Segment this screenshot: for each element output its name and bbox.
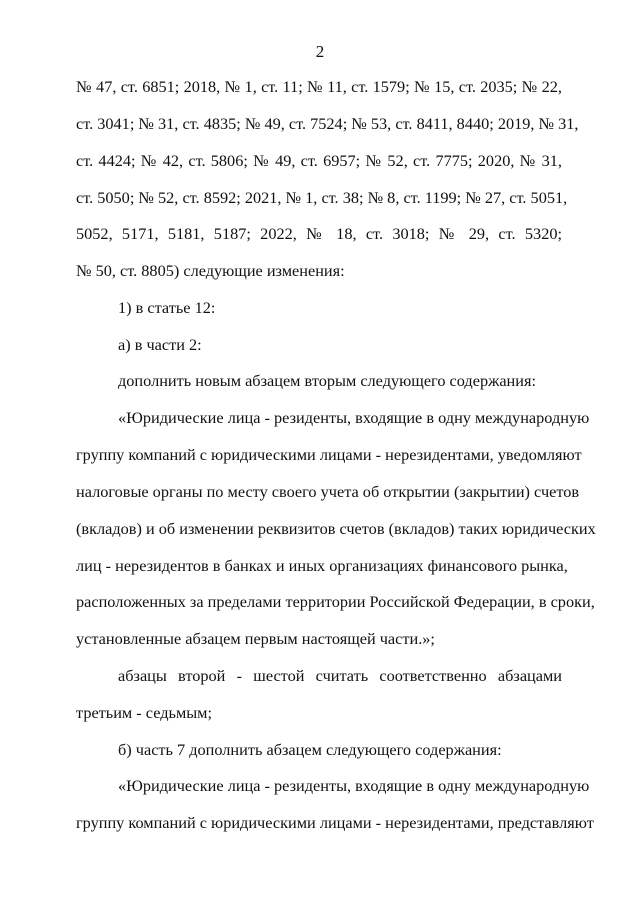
subclause-a-heading: а) в части 2: bbox=[118, 335, 202, 354]
quote-line-4: (вкладов) и об изменении реквизитов счетов (вкладов) таких юридических bbox=[76, 519, 596, 538]
renumber-line-1: абзацы второй - шестой считать соответственно абзацами bbox=[118, 666, 562, 685]
quote2-line-1: «Юридические лица - резиденты, входящие в одну международную bbox=[118, 776, 590, 795]
quote-line-1: «Юридические лица - резиденты, входящие в одну международную bbox=[118, 408, 590, 427]
quote-line-5: лиц - нерезидентов в банках и иных организациях финансового рынка, bbox=[76, 556, 568, 575]
quote2-line-2: группу компаний с юридическими лицами - нерезидентами, представляют bbox=[76, 813, 594, 832]
quote-line-3: налоговые органы по месту своего учета об открытии (закрытии) счетов bbox=[76, 482, 580, 501]
quote-line-2: группу компаний с юридическими лицами - нерезидентами, уведомляют bbox=[76, 445, 582, 464]
text-line-4: ст. 5050; № 52, ст. 8592; 2021, № 1, ст. 38; № 8, ст. 1199; № 27, ст. 5051, bbox=[76, 188, 568, 207]
text-line-6: № 50, ст. 8805) следующие изменения: bbox=[76, 261, 345, 280]
text-line-3: ст. 4424; № 42, ст. 5806; № 49, ст. 6957; № 52, ст. 7775; 2020, № 31, bbox=[76, 151, 562, 170]
quote-line-6: расположенных за пределами территории Российской Федерации, в сроки, bbox=[76, 592, 595, 611]
page-number: 2 bbox=[315, 42, 325, 61]
clause-1-heading: 1) в статье 12: bbox=[118, 298, 216, 317]
text-line-5: 5052, 5171, 5181, 5187; 2022, № 18, ст. 3018; № 29, ст. 5320; bbox=[76, 224, 562, 243]
text-line-2: ст. 3041; № 31, ст. 4835; № 49, ст. 7524; № 53, ст. 8411, 8440; 2019, № 31, bbox=[76, 114, 579, 133]
subclause-b-line: б) часть 7 дополнить абзацем следующего содержания: bbox=[118, 740, 502, 759]
renumber-line-2: третьим - седьмым; bbox=[76, 703, 213, 722]
quote-line-7: установленные абзацем первым настоящей части.»; bbox=[76, 629, 435, 648]
text-line-1: № 47, ст. 6851; 2018, № 1, ст. 11; № 11, ст. 1579; № 15, ст. 2035; № 22, bbox=[76, 77, 562, 96]
instruction-line: дополнить новым абзацем вторым следующего содержания: bbox=[118, 371, 536, 390]
